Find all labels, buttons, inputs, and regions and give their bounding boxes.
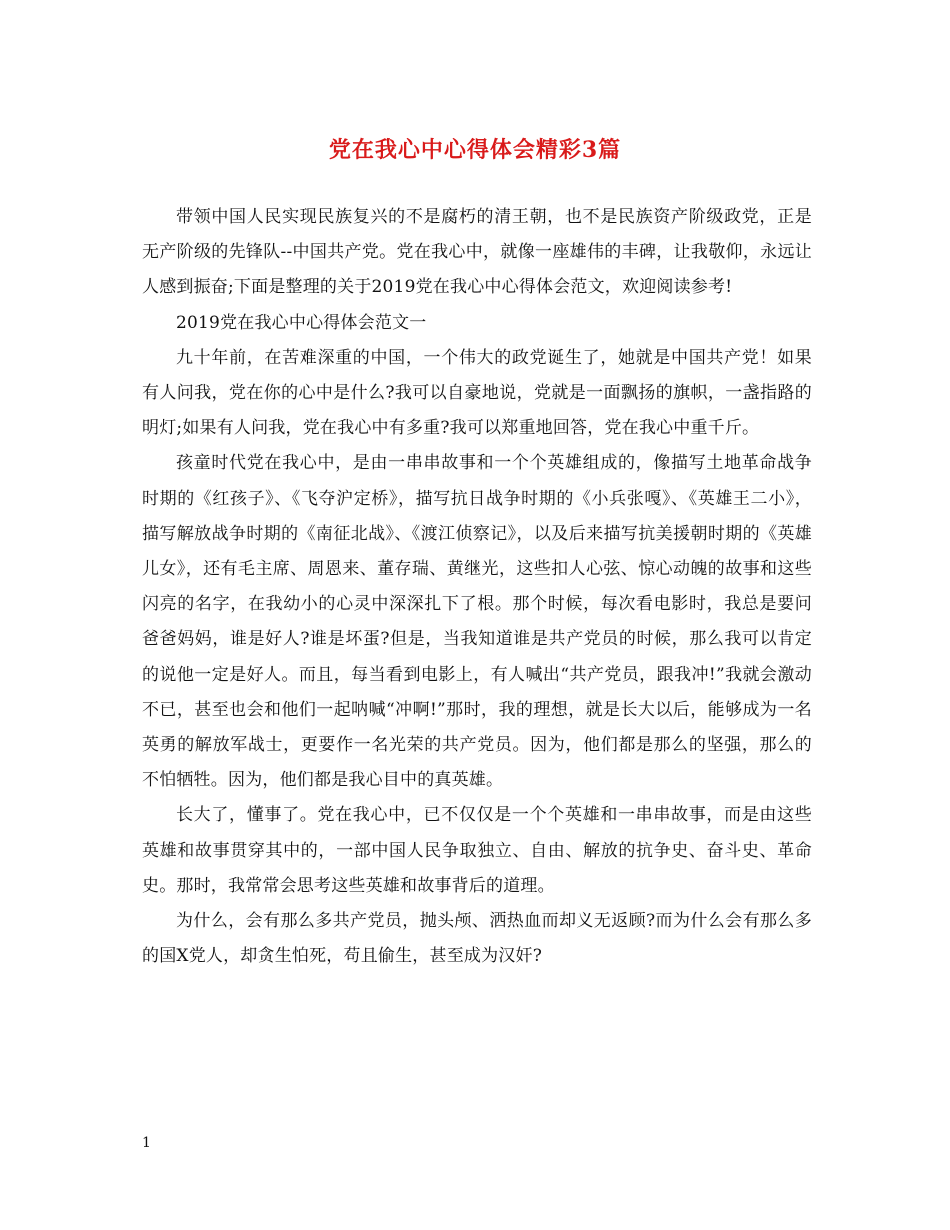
document-body [142,200,812,974]
section-heading: 2019党在我心中心得体会范文一 [176,312,427,333]
document-title: 党在我心中心得体会精彩3篇 [328,137,622,163]
paragraph: 九十年前，在苦难深重的中国，一个伟大的政党诞生了，她就是中国共产党！如果有人问我，党在你的心中是什么?我可以自豪地说，党就是一面飘扬的旗帜，一盏指路的明灯;如果有人问我，党在我心中有多重?我可以郑重地回答，党在我心中重千斤。 [142,347,812,439]
paragraph: 长大了，懂事了。党在我心中，已不仅仅是一个个英雄和一串串故事，而是由这些英雄和故事贯穿其中的，一部中国人民争取独立、自由、解放的抗争史、奋斗史、革命史。那时，我常常会思考这些英雄和故事背后的道理。 [142,805,812,896]
paragraph: 孩童时代党在我心中，是由一串串故事和一个个英雄组成的，像描写土地革命战争时期的《红孩子》、《飞夺沪定桥》，描写抗日战争时期的《小兵张嘎》、《英雄王二小》，描写解放战争时期的《南征北战》、《渡江侦察记》，以及后来描写抗美援朝时期的《英雄儿女》，还有毛主席、周恩来、董存瑞、黄继光，这些扣人心弦、惊心动魄的故事和这些闪亮的名字，在我幼小的心灵中深深扎下了根。那个时候，每次看电影时，我总是要问爸爸妈妈，谁是好人?谁是坏蛋?但是，当我知道谁是共产党员的时候，那么我可以肯定的说他一定是好人。而且，每当看到电影上，有人喊出“共产党员，跟我冲!”我就会激动不已，甚至也会和他们一起呐喊“冲啊!”那时，我的理想，就是长大以后，能够成为一名英勇的解放军战士，更要作一名光荣的共产党员。因为，他们都是那么的坚强，那么的不怕牺牲。因为，他们都是我心目中的真英雄。 [142,453,812,791]
paragraph-intro: 带领中国人民实现民族复兴的不是腐朽的清王朝，也不是民族资产阶级政党，正是无产阶级的先锋队--中国共产党。党在我心中，就像一座雄伟的丰碑，让我敬仰，永远让人感到振奋;下面是整理的关于2019党在我心中心得体会范文，欢迎阅读参考! [142,207,812,298]
paragraph: 为什么，会有那么多共产党员，抛头颅、洒热血而却义无返顾?而为什么会有那么多的国X党人，却贪生怕死，苟且偷生，甚至成为汉奸? [142,911,812,967]
page-number: 1 [142,1135,151,1151]
